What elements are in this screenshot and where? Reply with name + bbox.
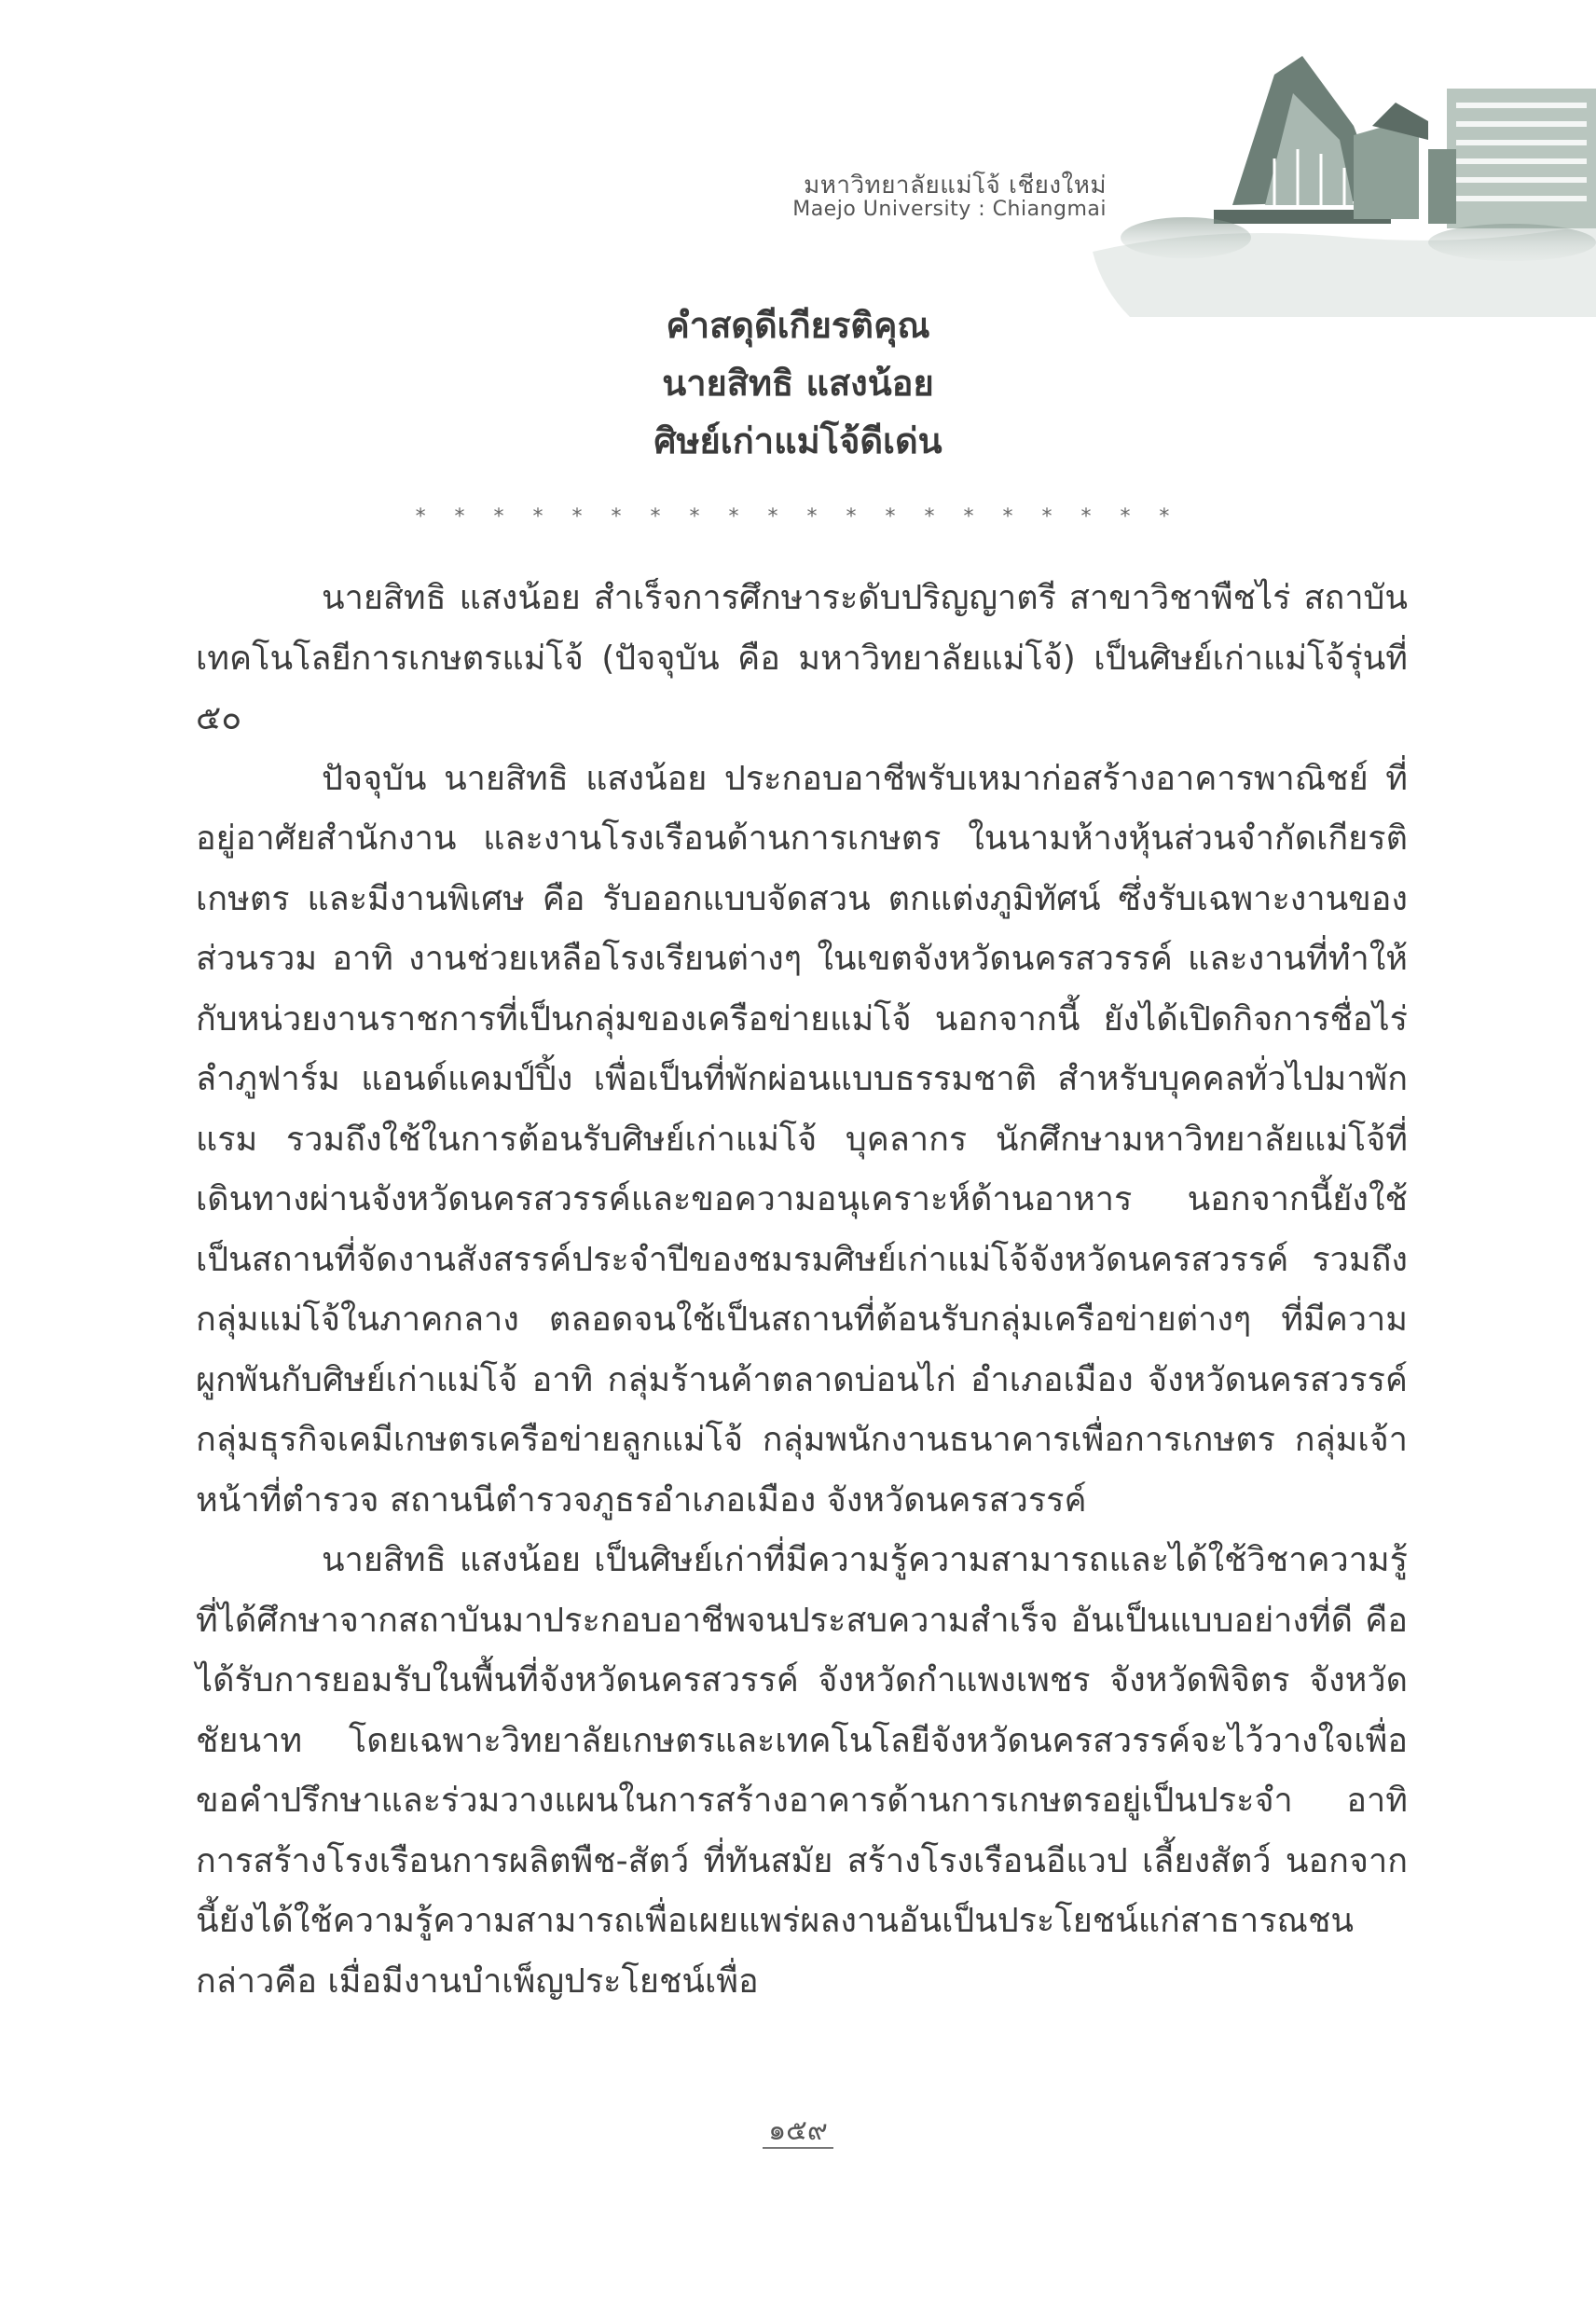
title-line-2: นายสิทธิ แสงน้อย bbox=[662, 363, 934, 404]
star-divider: * * * * * * * * * * * * * * * * * * * * bbox=[415, 505, 1181, 529]
document-title bbox=[0, 296, 1596, 470]
body-paragraph-1: นายสิทธิ แสงน้อย สำเร็จการศึกษาระดับปริญญาตรี สาขาวิชาพืชไร่ สถาบันเทคโนโลยีการเกษตรแม่โจ้ (ปัจจุบัน คือ มหาวิทยาลัยแม่โจ้) เป็นศิษย์เก่าแม่โจ้รุ่นที่ ๕๐ bbox=[196, 579, 1408, 737]
page-number bbox=[0, 2109, 1596, 2153]
document-body bbox=[196, 569, 1408, 2012]
page-number-text: ๑๕๙ bbox=[763, 2114, 833, 2149]
university-name-english: Maejo University : Chiangmai bbox=[792, 198, 1107, 221]
body-paragraph-3: นายสิทธิ แสงน้อย เป็นศิษย์เก่าที่มีความรู้ความสามารถและได้ใช้วิชาความรู้ที่ได้ศึกษาจากสถาบันมาประกอบอาชีพจนประสบความสำเร็จ อันเป็นแบบอย่างที่ดี คือ ได้รับการยอมรับในพื้นที่จังหวัดนครสวรรค์ จังหวัดกำแพงเพชร จังหวัดพิจิตร จังหวัดชัยนาท โดยเฉพาะวิทยาลัยเกษตรและเทคโนโลยีจังหวัดนครสวรรค์จะไว้วางใจเพื่อขอคำปรึกษาและร่วมวางแผนในการสร้างอาคารด้านการเกษตรอยู่เป็นประจำ อาทิ การสร้างโรงเรือนการผลิตพืช-สัตว์ ที่ทันสมัย สร้างโรงเรือนอีแวป เลี้ยงสัตว์ นอกจากนี้ยังได้ใช้ความรู้ความสามารถเพื่อเผยแพร่ผลงานอันเป็นประโยชน์แก่สาธารณชน กล่าวคือ เมื่อมีงานบำเพ็ญประโยชน์เพื่อ bbox=[196, 1541, 1408, 2001]
body-paragraph-2: ปัจจุบัน นายสิทธิ แสงน้อย ประกอบอาชีพรับเหมาก่อสร้างอาคารพาณิชย์ ที่อยู่อาศัยสำนักงาน และงานโรงเรือนด้านการเกษตร ในนามห้างหุ้นส่วนจำกัดเกียรติเกษตร และมีงานพิเศษ คือ รับออกแบบจัดสวน ตกแต่งภูมิทัศน์ ซึ่งรับเฉพาะงานของส่วนรวม อาทิ งานช่วยเหลือโรงเรียนต่างๆ ในเขตจังหวัดนครสวรรค์ และงานที่ทำให้กับหน่วยงานราชการที่เป็นกลุ่มของเครือข่ายแม่โจ้ นอกจากนี้ ยังได้เปิดกิจการชื่อไร่ลำภูฟาร์ม แอนด์แคมป์ปิ้ง เพื่อเป็นที่พักผ่อนแบบธรรมชาติ สำหรับบุคคลทั่วไปมาพักแรม รวมถึงใช้ในการต้อนรับศิษย์เก่าแม่โจ้ บุคลากร นักศึกษามหาวิทยาลัยแม่โจ้ที่เดินทางผ่านจังหวัดนครสวรรค์และขอความอนุเคราะห์ด้านอาหาร นอกจากนี้ยังใช้เป็นสถานที่จัดงานสังสรรค์ประจำปีของชมรมศิษย์เก่าแม่โจ้จังหวัดนครสวรรค์ รวมถึงกลุ่มแม่โจ้ในภาคกลาง ตลอดจนใช้เป็นสถานที่ต้อนรับกลุ่มเครือข่ายต่างๆ ที่มีความผูกพันกับศิษย์เก่าแม่โจ้ อาทิ กลุ่มร้านค้าตลาดบ่อนไก่ อำเภอเมือง จังหวัดนครสวรรค์ กลุ่มธุรกิจเคมีเกษตรเครือข่ายลูกแม่โจ้ กลุ่มพนักงานธนาคารเพื่อการเกษตร กลุ่มเจ้าหน้าที่ตำรวจ สถานนีตำรวจภูธรอำเภอเมือง จังหวัดนครสวรรค์ bbox=[196, 759, 1408, 1520]
title-line-1: คำสดุดีเกียรติคุณ bbox=[666, 305, 930, 346]
university-name-thai: มหาวิทยาลัยแม่โจ้ เชียงใหม่ bbox=[804, 172, 1107, 200]
university-building-illustration bbox=[1074, 37, 1596, 317]
title-line-3: ศิษย์เก่าแม่โจ้ดีเด่น bbox=[654, 420, 942, 461]
